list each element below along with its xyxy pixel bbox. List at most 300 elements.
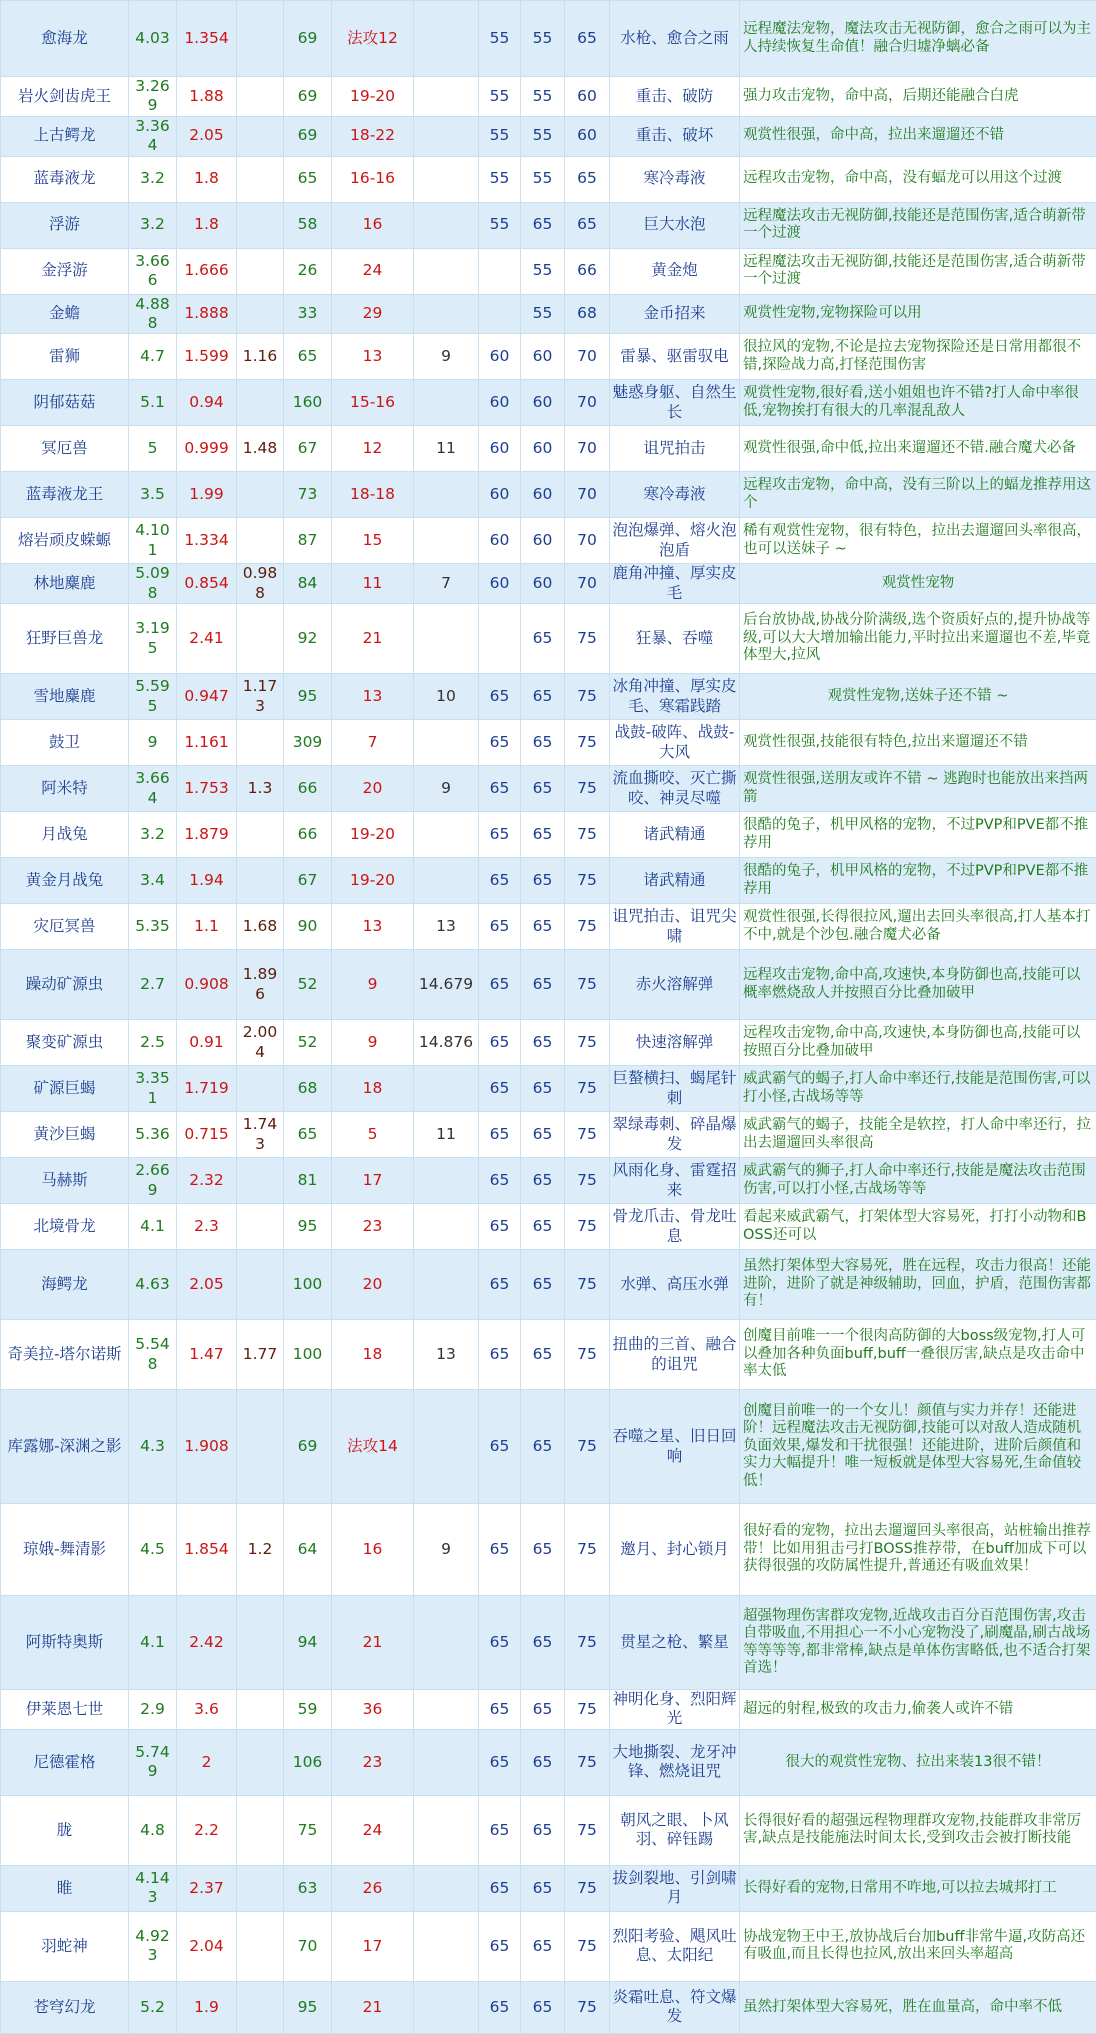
table-row bbox=[1, 904, 1096, 950]
stat-2-cell: 3.6 bbox=[177, 1690, 237, 1730]
pet-name-cell: 岩火剑齿虎王 bbox=[1, 77, 129, 117]
stat-8-cell: 65 bbox=[521, 1250, 565, 1320]
pet-name-cell: 矿源巨蝎 bbox=[1, 1066, 129, 1112]
table-row bbox=[1, 1865, 1096, 1911]
stat-3-cell: 1.173 bbox=[237, 674, 284, 720]
stat-9-cell: 75 bbox=[565, 950, 610, 1020]
stat-7-cell: 60 bbox=[479, 472, 521, 518]
stat-8-cell: 65 bbox=[521, 1911, 565, 1981]
stat-5-cell: 15-16 bbox=[332, 380, 414, 426]
note-cell: 很大的观赏性宠物、拉出来装13很不错！ bbox=[740, 1729, 1096, 1795]
stat-4-cell: 81 bbox=[284, 1158, 332, 1204]
stat-9-cell: 75 bbox=[565, 1504, 610, 1596]
table-row bbox=[1, 1250, 1096, 1320]
pet-name-cell: 鼓卫 bbox=[1, 720, 129, 766]
stat-6-cell: 14.876 bbox=[414, 1020, 479, 1066]
stat-3-cell: 2.004 bbox=[237, 1020, 284, 1066]
skills-cell: 贯星之枪、繁星 bbox=[610, 1596, 740, 1690]
table-row bbox=[1, 202, 1096, 248]
stat-9-cell: 70 bbox=[565, 380, 610, 426]
pet-name-cell: 聚变矿源虫 bbox=[1, 1020, 129, 1066]
stat-3-cell bbox=[237, 720, 284, 766]
stat-6-cell: 10 bbox=[414, 674, 479, 720]
note-cell: 协战宠物王中王,放协战后台加buff非常牛逼,攻防高还有吸血,而且长得也拉风,放出来回头率超高 bbox=[740, 1911, 1096, 1981]
stat-7-cell: 65 bbox=[479, 1250, 521, 1320]
stat-7-cell: 60 bbox=[479, 518, 521, 564]
note-cell: 长得好看的宠物,日常用不咋地,可以拉去城邦打工 bbox=[740, 1865, 1096, 1911]
skills-cell: 吞噬之星、旧日回响 bbox=[610, 1390, 740, 1504]
stat-1-cell: 2.669 bbox=[129, 1158, 177, 1204]
stat-8-cell: 65 bbox=[521, 1690, 565, 1730]
stat-8-cell: 60 bbox=[521, 518, 565, 564]
pet-name-cell: 苍穹幻龙 bbox=[1, 1981, 129, 2033]
table-row bbox=[1, 1066, 1096, 1112]
note-cell: 观赏性很强,技能很有特色,拉出来遛遛还不错 bbox=[740, 720, 1096, 766]
stat-9-cell: 75 bbox=[565, 1596, 610, 1690]
skills-cell: 诅咒拍击、诅咒尖啸 bbox=[610, 904, 740, 950]
stat-4-cell: 69 bbox=[284, 77, 332, 117]
stat-3-cell bbox=[237, 1729, 284, 1795]
stat-3-cell bbox=[237, 1795, 284, 1865]
table-row bbox=[1, 116, 1096, 156]
skills-cell: 诅咒拍击 bbox=[610, 426, 740, 472]
stat-7-cell: 65 bbox=[479, 1158, 521, 1204]
stat-1-cell: 5.749 bbox=[129, 1729, 177, 1795]
stat-3-cell bbox=[237, 1204, 284, 1250]
stat-2-cell: 2.37 bbox=[177, 1865, 237, 1911]
pet-name-cell: 海鳄龙 bbox=[1, 1250, 129, 1320]
pet-name-cell: 胧 bbox=[1, 1795, 129, 1865]
stat-1-cell: 5.2 bbox=[129, 1981, 177, 2033]
stat-4-cell: 52 bbox=[284, 950, 332, 1020]
stat-8-cell: 65 bbox=[521, 1066, 565, 1112]
stat-7-cell: 65 bbox=[479, 1981, 521, 2033]
table-row bbox=[1, 156, 1096, 202]
pet-name-cell: 尼德霍格 bbox=[1, 1729, 129, 1795]
stat-1-cell: 3.2 bbox=[129, 202, 177, 248]
note-cell: 很好看的宠物，拉出去遛遛回头率很高，站桩输出推荐带！比如用狙击弓打BOSS推荐带，在buff加成下可以获得很强的攻防属性提升,普通还有吸血效果！ bbox=[740, 1504, 1096, 1596]
table-row bbox=[1, 812, 1096, 858]
stat-9-cell: 70 bbox=[565, 334, 610, 380]
stat-2-cell: 1.47 bbox=[177, 1320, 237, 1390]
stat-8-cell: 65 bbox=[521, 1158, 565, 1204]
stat-3-cell bbox=[237, 202, 284, 248]
pet-name-cell: 阿米特 bbox=[1, 766, 129, 812]
note-cell: 观赏性宠物,宠物探险可以用 bbox=[740, 294, 1096, 334]
stat-2-cell: 1.88 bbox=[177, 77, 237, 117]
table-row bbox=[1, 1504, 1096, 1596]
table-row bbox=[1, 248, 1096, 294]
stat-5-cell: 13 bbox=[332, 904, 414, 950]
stat-1-cell: 3.269 bbox=[129, 77, 177, 117]
stat-4-cell: 68 bbox=[284, 1066, 332, 1112]
stat-4-cell: 69 bbox=[284, 116, 332, 156]
stat-1-cell: 3.664 bbox=[129, 766, 177, 812]
pet-name-cell: 伊莱恩七世 bbox=[1, 1690, 129, 1730]
stat-3-cell: 1.48 bbox=[237, 426, 284, 472]
stat-6-cell: 11 bbox=[414, 1112, 479, 1158]
stat-9-cell: 65 bbox=[565, 202, 610, 248]
note-cell: 超强物理伤害群攻宠物,近战攻击百分百范围伤害,攻击自带吸血,不用担心一不小心宠物没了,刷魔晶,刷古战场等等等等,都非常棒,缺点是单体伤害略低,也不适合打架首选！ bbox=[740, 1596, 1096, 1690]
note-cell: 长得很好看的超强远程物理群攻宠物,技能群攻非常厉害,缺点是技能施法时间太长,受到攻击会被打断技能 bbox=[740, 1795, 1096, 1865]
stat-7-cell: 60 bbox=[479, 564, 521, 604]
note-cell: 很酷的兔子，机甲风格的宠物，不过PVP和PVE都不推荐用 bbox=[740, 812, 1096, 858]
stat-9-cell: 75 bbox=[565, 1981, 610, 2033]
stat-6-cell bbox=[414, 858, 479, 904]
pet-name-cell: 愈海龙 bbox=[1, 1, 129, 77]
stat-3-cell: 1.2 bbox=[237, 1504, 284, 1596]
stat-4-cell: 69 bbox=[284, 1390, 332, 1504]
stat-8-cell: 65 bbox=[521, 1204, 565, 1250]
stat-8-cell: 60 bbox=[521, 472, 565, 518]
pet-name-cell: 羽蛇神 bbox=[1, 1911, 129, 1981]
pet-name-cell: 金浮游 bbox=[1, 248, 129, 294]
table-row bbox=[1, 1390, 1096, 1504]
stat-6-cell: 7 bbox=[414, 564, 479, 604]
stat-4-cell: 64 bbox=[284, 1504, 332, 1596]
table-row bbox=[1, 1, 1096, 77]
stat-3-cell bbox=[237, 1158, 284, 1204]
stat-5-cell: 16 bbox=[332, 202, 414, 248]
stat-5-cell: 17 bbox=[332, 1911, 414, 1981]
skills-cell: 鹿角冲撞、厚实皮毛 bbox=[610, 564, 740, 604]
skills-cell: 黄金炮 bbox=[610, 248, 740, 294]
stat-7-cell: 65 bbox=[479, 812, 521, 858]
skills-cell: 诸武精通 bbox=[610, 812, 740, 858]
skills-cell: 神明化身、烈阳辉光 bbox=[610, 1690, 740, 1730]
note-cell: 观赏性宠物,送妹子还不错 ~ bbox=[740, 674, 1096, 720]
stat-2-cell: 1.8 bbox=[177, 202, 237, 248]
stat-9-cell: 75 bbox=[565, 812, 610, 858]
stat-3-cell bbox=[237, 1865, 284, 1911]
pet-name-cell: 黄沙巨蝎 bbox=[1, 1112, 129, 1158]
table-row bbox=[1, 426, 1096, 472]
stat-1-cell: 2.7 bbox=[129, 950, 177, 1020]
stat-1-cell: 3.2 bbox=[129, 812, 177, 858]
stat-1-cell: 4.5 bbox=[129, 1504, 177, 1596]
skills-cell: 骨龙爪击、骨龙吐息 bbox=[610, 1204, 740, 1250]
stat-2-cell: 0.947 bbox=[177, 674, 237, 720]
stat-9-cell: 70 bbox=[565, 564, 610, 604]
pet-name-cell: 睢 bbox=[1, 1865, 129, 1911]
stat-9-cell: 70 bbox=[565, 518, 610, 564]
stat-3-cell: 1.743 bbox=[237, 1112, 284, 1158]
stat-3-cell bbox=[237, 1390, 284, 1504]
pet-name-cell: 奇美拉-塔尔诺斯 bbox=[1, 1320, 129, 1390]
stat-2-cell: 2.3 bbox=[177, 1204, 237, 1250]
stat-5-cell: 19-20 bbox=[332, 77, 414, 117]
stat-4-cell: 160 bbox=[284, 380, 332, 426]
stat-5-cell: 16 bbox=[332, 1504, 414, 1596]
stat-1-cell: 2.5 bbox=[129, 1020, 177, 1066]
skills-cell: 重击、破防 bbox=[610, 77, 740, 117]
table-row bbox=[1, 1204, 1096, 1250]
stat-8-cell: 65 bbox=[521, 1729, 565, 1795]
table-row bbox=[1, 1320, 1096, 1390]
stat-3-cell: 1.3 bbox=[237, 766, 284, 812]
stat-7-cell: 65 bbox=[479, 1204, 521, 1250]
stat-9-cell: 75 bbox=[565, 1066, 610, 1112]
pet-name-cell: 冥厄兽 bbox=[1, 426, 129, 472]
stat-9-cell: 75 bbox=[565, 1690, 610, 1730]
stat-4-cell: 33 bbox=[284, 294, 332, 334]
note-cell: 威武霸气的蝎子，技能全是软控，打人命中率还行，拉出去遛遛回头率很高 bbox=[740, 1112, 1096, 1158]
stat-2-cell: 0.91 bbox=[177, 1020, 237, 1066]
stat-1-cell: 5.36 bbox=[129, 1112, 177, 1158]
pet-name-cell: 阿斯特奥斯 bbox=[1, 1596, 129, 1690]
stat-7-cell: 65 bbox=[479, 1729, 521, 1795]
stat-8-cell: 55 bbox=[521, 1, 565, 77]
stat-4-cell: 100 bbox=[284, 1250, 332, 1320]
stat-5-cell: 23 bbox=[332, 1729, 414, 1795]
stat-6-cell bbox=[414, 1981, 479, 2033]
stat-5-cell: 9 bbox=[332, 950, 414, 1020]
stat-7-cell bbox=[479, 604, 521, 674]
stat-8-cell: 55 bbox=[521, 248, 565, 294]
stat-2-cell: 1.666 bbox=[177, 248, 237, 294]
stat-8-cell: 65 bbox=[521, 720, 565, 766]
skills-cell: 水枪、愈合之雨 bbox=[610, 1, 740, 77]
stat-6-cell bbox=[414, 1, 479, 77]
stat-7-cell: 65 bbox=[479, 1066, 521, 1112]
stat-3-cell: 0.988 bbox=[237, 564, 284, 604]
stat-3-cell bbox=[237, 248, 284, 294]
stat-2-cell: 2.05 bbox=[177, 116, 237, 156]
note-cell: 很拉风的宠物,不论是拉去宠物探险还是日常用都很不错,探险战力高,打怪范围伤害 bbox=[740, 334, 1096, 380]
stat-4-cell: 67 bbox=[284, 426, 332, 472]
skills-cell: 快速溶解弹 bbox=[610, 1020, 740, 1066]
stat-1-cell: 4.1 bbox=[129, 1204, 177, 1250]
skills-cell: 大地撕裂、龙牙冲锋、燃烧诅咒 bbox=[610, 1729, 740, 1795]
stat-8-cell: 65 bbox=[521, 950, 565, 1020]
stat-2-cell: 2.04 bbox=[177, 1911, 237, 1981]
stat-6-cell bbox=[414, 1066, 479, 1112]
stat-1-cell: 3.2 bbox=[129, 156, 177, 202]
stat-1-cell: 2.9 bbox=[129, 1690, 177, 1730]
table-row bbox=[1, 1112, 1096, 1158]
stat-9-cell: 65 bbox=[565, 1, 610, 77]
note-cell: 创魔目前唯一一个很肉高防御的大boss级宠物,打人可以叠加各种负面buff,buff一叠很厉害,缺点是攻击命中率太低 bbox=[740, 1320, 1096, 1390]
stat-5-cell: 29 bbox=[332, 294, 414, 334]
stat-7-cell: 65 bbox=[479, 1795, 521, 1865]
stat-4-cell: 90 bbox=[284, 904, 332, 950]
note-cell: 观赏性很强,命中低,拉出来遛遛还不错.融合魔犬必备 bbox=[740, 426, 1096, 472]
skills-cell: 泡泡爆弹、熔火泡泡盾 bbox=[610, 518, 740, 564]
skills-cell: 冰角冲撞、厚实皮毛、寒霜践踏 bbox=[610, 674, 740, 720]
stat-5-cell: 18 bbox=[332, 1066, 414, 1112]
stat-3-cell bbox=[237, 858, 284, 904]
table-row bbox=[1, 77, 1096, 117]
pet-name-cell: 熔岩顽皮蝾螈 bbox=[1, 518, 129, 564]
stat-9-cell: 75 bbox=[565, 904, 610, 950]
note-cell: 威武霸气的狮子,打人命中率还行,技能是魔法攻击范围伤害,可以打小怪,古战场等等 bbox=[740, 1158, 1096, 1204]
stat-5-cell: 法攻12 bbox=[332, 1, 414, 77]
stat-2-cell: 0.999 bbox=[177, 426, 237, 472]
stat-7-cell: 65 bbox=[479, 950, 521, 1020]
stat-7-cell: 55 bbox=[479, 156, 521, 202]
stat-6-cell bbox=[414, 1596, 479, 1690]
stat-4-cell: 106 bbox=[284, 1729, 332, 1795]
table-row bbox=[1, 294, 1096, 334]
stat-3-cell bbox=[237, 380, 284, 426]
table-row bbox=[1, 1911, 1096, 1981]
note-cell: 看起来威武霸气，打架体型大容易死，打打小动物和BOSS还可以 bbox=[740, 1204, 1096, 1250]
stat-4-cell: 95 bbox=[284, 674, 332, 720]
stat-8-cell: 65 bbox=[521, 1390, 565, 1504]
stat-8-cell: 65 bbox=[521, 202, 565, 248]
skills-cell: 魅惑身躯、自然生长 bbox=[610, 380, 740, 426]
stat-1-cell: 4.923 bbox=[129, 1911, 177, 1981]
stat-5-cell: 19-20 bbox=[332, 858, 414, 904]
pet-name-cell: 金蟾 bbox=[1, 294, 129, 334]
stat-5-cell: 12 bbox=[332, 426, 414, 472]
stat-1-cell: 4.101 bbox=[129, 518, 177, 564]
stat-2-cell: 1.753 bbox=[177, 766, 237, 812]
stat-4-cell: 66 bbox=[284, 766, 332, 812]
stat-4-cell: 66 bbox=[284, 812, 332, 858]
stat-3-cell bbox=[237, 1066, 284, 1112]
stat-9-cell: 66 bbox=[565, 248, 610, 294]
table-row bbox=[1, 950, 1096, 1020]
stat-3-cell bbox=[237, 604, 284, 674]
stat-9-cell: 70 bbox=[565, 426, 610, 472]
stat-1-cell: 5.098 bbox=[129, 564, 177, 604]
stat-1-cell: 5.1 bbox=[129, 380, 177, 426]
stat-8-cell: 55 bbox=[521, 77, 565, 117]
stat-8-cell: 65 bbox=[521, 1504, 565, 1596]
pet-name-cell: 北境骨龙 bbox=[1, 1204, 129, 1250]
stat-7-cell: 55 bbox=[479, 1, 521, 77]
stat-2-cell: 1.719 bbox=[177, 1066, 237, 1112]
stat-4-cell: 100 bbox=[284, 1320, 332, 1390]
skills-cell: 金币招来 bbox=[610, 294, 740, 334]
stat-1-cell: 5.35 bbox=[129, 904, 177, 950]
stat-9-cell: 68 bbox=[565, 294, 610, 334]
stat-1-cell: 4.3 bbox=[129, 1390, 177, 1504]
stat-3-cell bbox=[237, 1981, 284, 2033]
stat-5-cell: 18-18 bbox=[332, 472, 414, 518]
pet-name-cell: 阴郁菇菇 bbox=[1, 380, 129, 426]
stat-4-cell: 87 bbox=[284, 518, 332, 564]
stat-5-cell: 17 bbox=[332, 1158, 414, 1204]
stat-3-cell: 1.68 bbox=[237, 904, 284, 950]
stat-5-cell: 23 bbox=[332, 1204, 414, 1250]
skills-cell: 朝风之眼、卜风羽、碎钰踢 bbox=[610, 1795, 740, 1865]
stat-6-cell bbox=[414, 1390, 479, 1504]
stat-6-cell bbox=[414, 604, 479, 674]
stat-6-cell bbox=[414, 1729, 479, 1795]
stat-6-cell bbox=[414, 1795, 479, 1865]
stat-4-cell: 59 bbox=[284, 1690, 332, 1730]
note-cell: 稀有观赏性宠物，很有特色，拉出去遛遛回头率很高，也可以送妹子 ~ bbox=[740, 518, 1096, 564]
note-cell: 后台放协战,协战分阶满级,选个资质好点的,提升协战等级,可以大大增加输出能力,平时拉出来遛遛也不差,毕竟体型大,拉风 bbox=[740, 604, 1096, 674]
stat-2-cell: 1.908 bbox=[177, 1390, 237, 1504]
pet-name-cell: 躁动矿源虫 bbox=[1, 950, 129, 1020]
stat-7-cell: 65 bbox=[479, 674, 521, 720]
pet-table-body bbox=[1, 1, 1096, 2034]
skills-cell: 狂暴、吞噬 bbox=[610, 604, 740, 674]
stat-1-cell: 4.7 bbox=[129, 334, 177, 380]
stat-7-cell: 65 bbox=[479, 1390, 521, 1504]
stat-6-cell bbox=[414, 156, 479, 202]
stat-6-cell: 14.679 bbox=[414, 950, 479, 1020]
stat-6-cell: 9 bbox=[414, 766, 479, 812]
pet-name-cell: 蓝毒液龙 bbox=[1, 156, 129, 202]
stat-2-cell: 0.854 bbox=[177, 564, 237, 604]
note-cell: 很酷的兔子，机甲风格的宠物，不过PVP和PVE都不推荐用 bbox=[740, 858, 1096, 904]
stat-2-cell: 0.715 bbox=[177, 1112, 237, 1158]
stat-4-cell: 63 bbox=[284, 1865, 332, 1911]
note-cell: 创魔目前唯一的一个女儿！颜值与实力并存！还能进阶！远程魔法攻击无视防御,技能可以对敌人造成随机负面效果,爆发和干扰很强！还能进阶，进阶后颜值和实力大幅提升！唯一短板就是体型大容易死,生命值较低！ bbox=[740, 1390, 1096, 1504]
skills-cell: 炎霜吐息、符文爆发 bbox=[610, 1981, 740, 2033]
stat-8-cell: 65 bbox=[521, 858, 565, 904]
stat-6-cell: 9 bbox=[414, 334, 479, 380]
skills-cell: 邀月、封心锁月 bbox=[610, 1504, 740, 1596]
stat-1-cell: 3.5 bbox=[129, 472, 177, 518]
stat-8-cell: 65 bbox=[521, 1981, 565, 2033]
pet-name-cell: 狂野巨兽龙 bbox=[1, 604, 129, 674]
table-row bbox=[1, 1690, 1096, 1730]
stat-5-cell: 9 bbox=[332, 1020, 414, 1066]
stat-3-cell: 1.77 bbox=[237, 1320, 284, 1390]
stat-8-cell: 55 bbox=[521, 294, 565, 334]
stat-9-cell: 75 bbox=[565, 720, 610, 766]
note-cell: 远程攻击宠物，命中高，没有三阶以上的蝠龙推荐用这个 bbox=[740, 472, 1096, 518]
stat-9-cell: 75 bbox=[565, 1112, 610, 1158]
stat-8-cell: 60 bbox=[521, 426, 565, 472]
stat-8-cell: 65 bbox=[521, 1596, 565, 1690]
stat-8-cell: 60 bbox=[521, 564, 565, 604]
note-cell: 观赏性宠物,很好看,送小姐姐也许不错?打人命中率很低,宠物挨打有很大的几率混乱敌人 bbox=[740, 380, 1096, 426]
stat-4-cell: 95 bbox=[284, 1204, 332, 1250]
note-cell: 观赏性很强,送朋友或许不错 ~ 逃跑时也能放出来挡两箭 bbox=[740, 766, 1096, 812]
skills-cell: 寒冷毒液 bbox=[610, 472, 740, 518]
skills-cell: 巨大水泡 bbox=[610, 202, 740, 248]
note-cell: 强力攻击宠物，命中高，后期还能融合白虎 bbox=[740, 77, 1096, 117]
stat-7-cell: 65 bbox=[479, 1596, 521, 1690]
stat-5-cell: 21 bbox=[332, 1981, 414, 2033]
stat-1-cell: 4.63 bbox=[129, 1250, 177, 1320]
stat-9-cell: 75 bbox=[565, 1158, 610, 1204]
stat-4-cell: 65 bbox=[284, 334, 332, 380]
stat-1-cell: 3.4 bbox=[129, 858, 177, 904]
note-cell: 超远的射程,极致的攻击力,偷袭人或许不错 bbox=[740, 1690, 1096, 1730]
pet-name-cell: 林地麋鹿 bbox=[1, 564, 129, 604]
stat-3-cell bbox=[237, 1596, 284, 1690]
stat-3-cell bbox=[237, 77, 284, 117]
stat-2-cell: 1.9 bbox=[177, 1981, 237, 2033]
stat-3-cell bbox=[237, 1, 284, 77]
stat-5-cell: 18-22 bbox=[332, 116, 414, 156]
note-cell: 观赏性很强，命中高，拉出来遛遛还不错 bbox=[740, 116, 1096, 156]
skills-cell: 重击、破坏 bbox=[610, 116, 740, 156]
stat-5-cell: 15 bbox=[332, 518, 414, 564]
stat-8-cell: 65 bbox=[521, 1865, 565, 1911]
stat-7-cell: 65 bbox=[479, 1112, 521, 1158]
stat-3-cell bbox=[237, 1690, 284, 1730]
stat-2-cell: 1.334 bbox=[177, 518, 237, 564]
stat-2-cell: 1.354 bbox=[177, 1, 237, 77]
stat-2-cell: 2.32 bbox=[177, 1158, 237, 1204]
stat-6-cell bbox=[414, 1250, 479, 1320]
stat-2-cell: 1.854 bbox=[177, 1504, 237, 1596]
table-row bbox=[1, 674, 1096, 720]
stat-5-cell: 19-20 bbox=[332, 812, 414, 858]
stat-9-cell: 75 bbox=[565, 1865, 610, 1911]
stat-2-cell: 0.94 bbox=[177, 380, 237, 426]
pet-name-cell: 蓝毒液龙王 bbox=[1, 472, 129, 518]
stat-9-cell: 75 bbox=[565, 1250, 610, 1320]
